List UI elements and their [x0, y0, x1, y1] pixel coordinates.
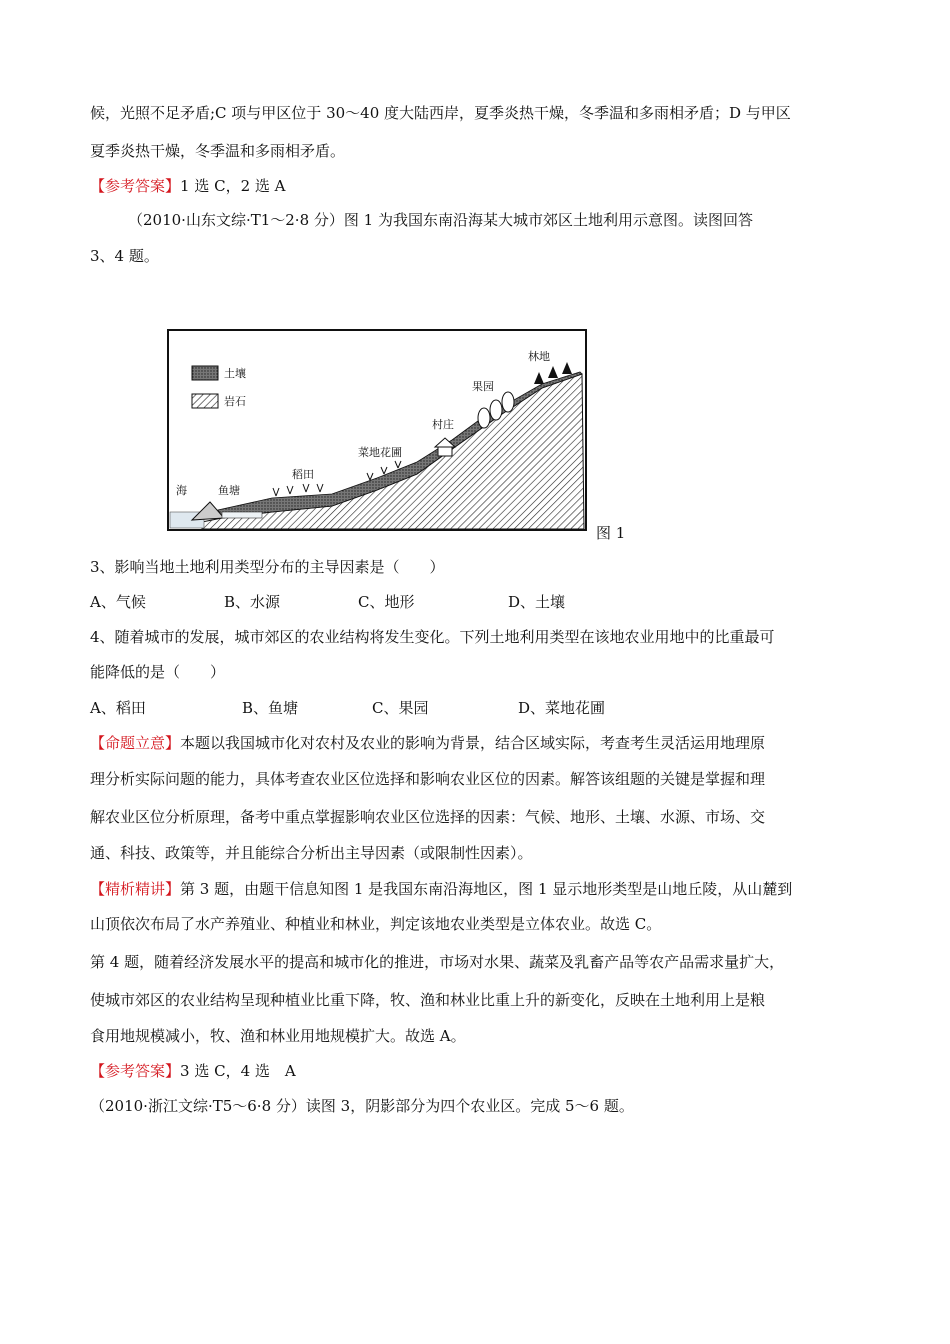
question-4-stem: 能降低的是（ ）	[90, 663, 226, 681]
label-forest: 林地	[528, 350, 550, 363]
intent-line	[90, 733, 765, 753]
intent-line: 通、科技、政策等，并且能综合分析出主导因素（或限制性因素）。	[90, 844, 533, 862]
intent-line: 理分析实际问题的能力，具体考查农业区位选择和影响农业区位的因素。解答该组题的关键是掌握和理	[90, 770, 766, 788]
label-paddy: 稻田	[292, 468, 314, 481]
legend-rock-label: 岩石	[224, 395, 246, 408]
legend-soil-swatch	[192, 366, 218, 380]
land-use-diagram	[162, 322, 592, 532]
q4-option-b: B、鱼塘	[242, 699, 299, 717]
question-4-stem: 4、随着城市的发展，城市郊区的农业结构将发生变化。下列土地利用类型在该地农业用地中的比重最可	[90, 628, 775, 646]
analysis-line: 使城市郊区的农业结构呈现种植业比重下降，牧、渔和林业比重上升的新变化，反映在土地利用上是粮	[90, 991, 766, 1009]
q4-option-d: D、菜地花圃	[518, 699, 606, 717]
label-village: 村庄	[432, 418, 454, 431]
answer-tag: 【参考答案】	[90, 177, 181, 195]
label-vegetable-flower: 菜地花圃	[358, 446, 402, 459]
next-question-intro: （2010·浙江文综·T5～6·8 分）读图 3，阴影部分为四个农业区。完成 5～6 题。	[90, 1097, 634, 1115]
q4-option-c: C、果园	[372, 699, 429, 717]
intent-line: 解农业区位分析原理，备考中重点掌握影响农业区位选择的因素：气候、地形、土壤、水源、市场、交	[90, 808, 766, 826]
question-intro: （2010·山东文综·T1～2·8 分）图 1 为我国东南沿海某大城市郊区土地利用示意图。读图回答	[128, 211, 753, 229]
legend-rock-swatch	[192, 394, 218, 408]
label-orchard: 果园	[472, 380, 494, 393]
answer-line	[90, 1061, 296, 1081]
text-line: 夏季炎热干燥，冬季温和多雨相矛盾。	[90, 142, 346, 160]
paddy-plants	[273, 484, 323, 496]
intent-tag: 【命题立意】	[90, 734, 181, 752]
analysis-line: 第 4 题，随着经济发展水平的提高和城市化的推进，市场对水果、蔬菜及乳畜产品等农产品需求量扩大，	[90, 953, 785, 971]
analysis-line: 山顶依次布局了水产养殖业、种植业和林业，判定该地农业类型是立体农业。故选 C。	[90, 915, 662, 933]
answer-line	[90, 176, 286, 196]
text-line: 候，光照不足矛盾;C 项与甲区位于 30～40 度大陆西岸，夏季炎热干燥，冬季温和多雨相矛盾；D 与甲区	[90, 104, 791, 122]
intent-text: 本题以我国城市化对农村及农业的影响为背景，结合区域实际，考查考生灵活运用地理原	[180, 734, 766, 752]
analysis-line	[90, 879, 792, 899]
q3-option-b: B、水源	[224, 593, 281, 611]
q3-option-d: D、土壤	[508, 593, 566, 611]
q3-option-a: A、气候	[90, 593, 146, 611]
analysis-tag: 【精析精讲】	[90, 880, 181, 898]
legend-soil-label: 土壤	[224, 367, 246, 380]
answer-text: 3 选 C，4 选 A	[180, 1062, 296, 1080]
fishpond-water	[222, 512, 262, 518]
question-3-stem: 3、影响当地土地利用类型分布的主导因素是（ ）	[90, 558, 445, 576]
question-intro: 3、4 题。	[90, 247, 159, 265]
label-fishpond: 鱼塘	[218, 484, 240, 497]
answer-text: 1 选 C，2 选 A	[180, 177, 286, 195]
figure-caption: 图 1	[596, 524, 626, 542]
q3-option-c: C、地形	[358, 593, 415, 611]
answer-tag: 【参考答案】	[90, 1062, 181, 1080]
label-sea: 海	[176, 484, 187, 497]
analysis-line: 食用地规模减小，牧、渔和林业用地规模扩大。故选 A。	[90, 1027, 466, 1045]
q4-option-a: A、稻田	[90, 699, 146, 717]
analysis-text: 第 3 题，由题干信息知图 1 是我国东南沿海地区，图 1 显示地形类型是山地丘陵，从山麓到	[180, 880, 793, 898]
